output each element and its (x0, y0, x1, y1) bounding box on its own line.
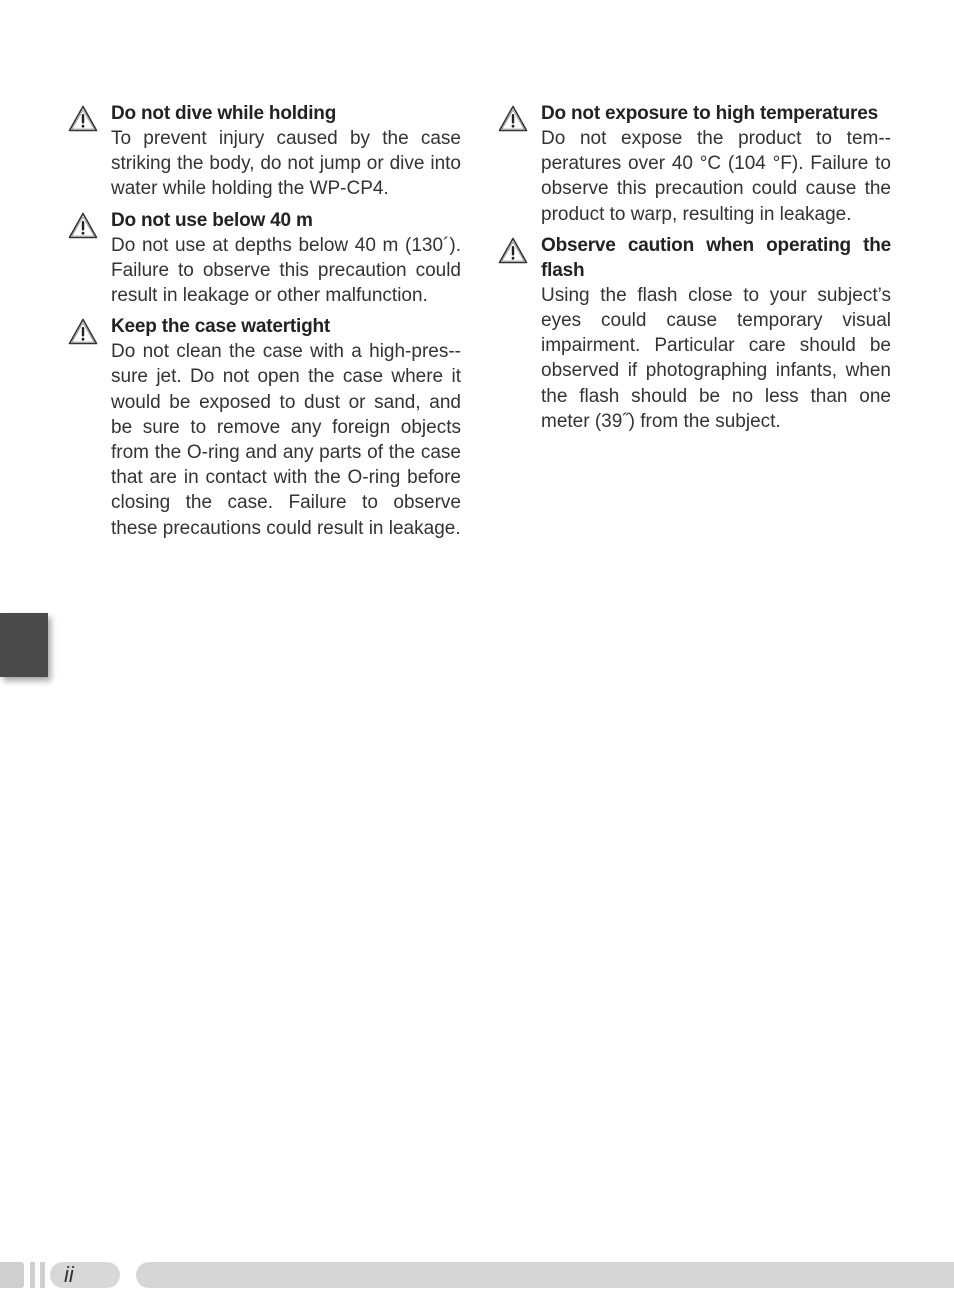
page-number: ii (64, 1262, 74, 1287)
page-footer (0, 1258, 954, 1292)
warning-body: Do not clean the case with a high-pres-sure jet. Do not open the case where it would be exposed to dust or sand, and be sure to remove any foreign objects from the O-ring and any parts of the case that are in contact with the O-ring before closing the case. Failure to observe these precautions could result in leakage. (111, 341, 461, 539)
warning-icon (498, 237, 528, 264)
footer-stripe (0, 1262, 24, 1288)
warning-body: Do not expose the product to tem-peratures over 40 °C (104 °F). Failure to observe this precaution could cause the product to warp, resulting in leakage. (541, 128, 891, 225)
footer-stripe (30, 1262, 35, 1288)
warning-icon (68, 318, 98, 345)
warning-item-watertight (66, 314, 461, 541)
footer-stripe (40, 1262, 45, 1288)
left-column (66, 101, 461, 547)
section-tab (0, 613, 48, 677)
warning-icon (68, 105, 98, 132)
right-column (496, 101, 891, 440)
warning-item-dive (66, 101, 461, 202)
warning-body: To prevent injury caused by the case striking the body, do not jump or dive into water while holding the WP-CP4. (111, 128, 461, 200)
warning-item-temperature (496, 101, 891, 227)
warning-icon (68, 212, 98, 239)
warning-body: Using the flash close to your subject’s eyes could cause temporary visual impairment. Particular care should be observed if photographing infants, when the flash should be no less than one meter (39˝) from the subject. (541, 284, 891, 432)
warning-icon (498, 105, 528, 132)
warning-item-flash (496, 233, 891, 434)
warning-body: Do not use at depths below 40 m (130´). Failure to observe this precaution could result in leakage or other malfunction. (111, 234, 461, 307)
warning-item-depth (66, 208, 461, 309)
warning-title: Do not exposure to high temperatures (541, 103, 878, 124)
footer-page-pill (50, 1262, 120, 1288)
warning-title: Do not dive while holding (111, 103, 337, 124)
warning-title: Keep the case watertight (111, 316, 331, 338)
warning-title: Observe caution when operating the flash (541, 234, 891, 281)
warning-title: Do not use below 40 m (111, 209, 313, 231)
footer-bar (136, 1262, 954, 1288)
